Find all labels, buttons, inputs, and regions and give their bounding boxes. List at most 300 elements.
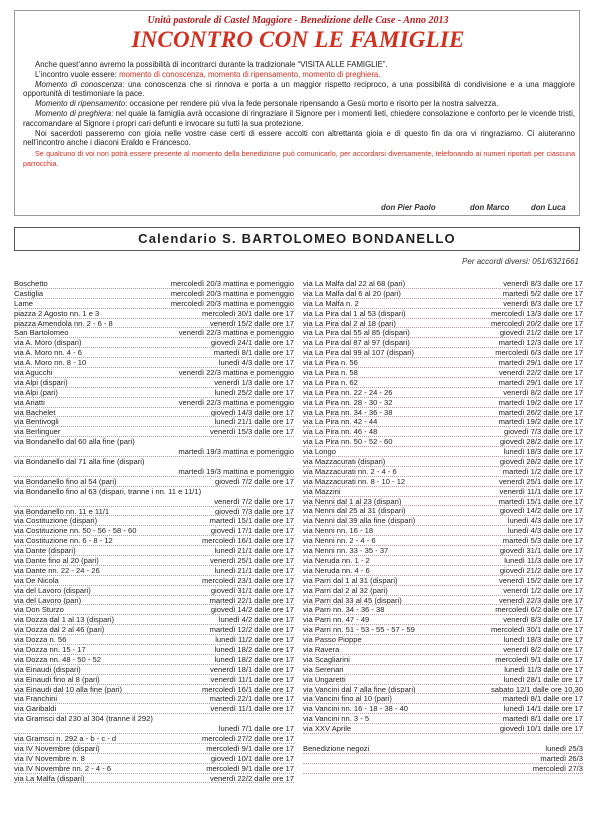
street-name: via Nenni nn. 33 - 35 - 37 <box>303 546 389 556</box>
schedule-row <box>303 417 583 427</box>
schedule-row <box>14 754 294 764</box>
street-name: via Berlinguer <box>14 427 61 437</box>
schedule-row <box>303 358 583 368</box>
schedule-row <box>14 408 294 418</box>
street-name: via Nenni dal 39 alla fine (dispari) <box>303 516 416 526</box>
visit-date: giovedì 10/1 dalle ore 17 <box>210 753 294 763</box>
street-name: via La Pira nn. 50 - 52 - 60 <box>303 437 393 447</box>
visit-date: venerdì 15/2 dalle ore 17 <box>498 575 583 585</box>
schedule-row <box>14 477 294 487</box>
schedule-row <box>14 378 294 388</box>
intro-p6-text: Noi sacerdoti passeremo con gioia nelle vostre case certi di essere accolti con altrettanta gioia e di questo fin da ora vi ringraziamo. Ci aiuteranno nell’incontro anche i diaconi Eraldo e Francesco. <box>23 128 575 148</box>
visit-date: venerdì 15/2 dalle ore 17 <box>209 318 294 328</box>
intro-p3 <box>23 80 575 100</box>
visit-date: martedì 26/3 <box>540 753 583 763</box>
visit-date: giovedì 7/2 dalle ore 17 <box>215 476 294 486</box>
schedule-row <box>303 388 583 398</box>
intro-p3-term: Momento di conoscenza <box>35 79 123 89</box>
street-name: via La Malfa dal 6 al 20 (pari) <box>303 288 401 298</box>
schedule-row <box>303 289 583 299</box>
schedule-row <box>303 764 583 774</box>
visit-date: martedì 19/3 mattina e pomeriggio <box>178 466 294 476</box>
schedule-row <box>303 378 583 388</box>
street-name: via Mazzacurati nn. 2 - 4 - 6 <box>303 466 397 476</box>
street-name: via Vancini nn. 16 - 18 - 38 - 40 <box>303 704 408 714</box>
visit-date: martedì 19/2 dalle ore 17 <box>498 397 583 407</box>
street-name: via Serenari <box>303 664 344 674</box>
street-name: via La Pira nn. 28 - 30 - 32 <box>303 397 393 407</box>
schedule-row <box>14 289 294 299</box>
street-name: via Ariatti <box>14 397 45 407</box>
schedule-row <box>14 704 294 714</box>
street-name: via Garibaldi <box>14 704 57 714</box>
visit-date: mercoledì 9/1 dalle ore 17 <box>495 654 583 664</box>
visit-date: martedì 5/2 dalle ore 17 <box>502 288 583 298</box>
schedule-row <box>14 605 294 615</box>
schedule-row <box>14 596 294 606</box>
schedule-row <box>303 398 583 408</box>
street-name: via Mazzini <box>303 486 341 496</box>
schedule-row <box>303 546 583 556</box>
schedule-row <box>303 635 583 645</box>
visit-date: venerdì 22/3 mattina e pomeriggio <box>178 368 294 378</box>
street-name: via Costituzione nn. 50 - 56 - 58 - 60 <box>14 526 137 536</box>
schedule-row <box>303 457 583 467</box>
street-name: via Nenni nn. 2 - 4 - 6 <box>303 536 376 546</box>
street-name: via Dante fino al 20 (pari) <box>14 555 99 565</box>
visit-date: mercoledì 20/3 mattina e pomeriggio <box>170 288 294 298</box>
visit-date: martedì 19/2 dalle ore 17 <box>498 417 583 427</box>
schedule-row <box>14 319 294 329</box>
visit-date: mercoledì 30/1 dalle ore 17 <box>201 308 294 318</box>
street-name: via La Pira dal 87 al 97 (dispari) <box>303 338 410 348</box>
street-name: via La Pira nn. 34 - 36 - 38 <box>303 407 393 417</box>
visit-date: mercoledì 20/2 dalle ore 17 <box>490 318 583 328</box>
visit-date: giovedì 14/2 dalle ore 17 <box>210 605 294 615</box>
visit-date: lunedì 11/2 dalle ore 17 <box>215 635 294 645</box>
schedule-row <box>14 368 294 378</box>
visit-date: mercoledì 16/1 dalle ore 17 <box>201 536 294 546</box>
schedule-row <box>303 734 583 744</box>
schedule-row <box>303 447 583 457</box>
visit-date: mercoledì 20/3 mattina e pomeriggio <box>170 279 294 288</box>
schedule-row <box>303 685 583 695</box>
contact-phone: Per accordi diversi: 051/6321661 <box>462 257 579 266</box>
intro-p2-moments: momento di conoscenza, momento di ripensamento, momento di preghiera. <box>119 69 381 79</box>
visit-date: venerdì 1/2 dalle ore 17 <box>503 585 583 595</box>
visit-date: venerdì 8/2 dalle ore 17 <box>503 387 583 397</box>
schedule-row <box>303 279 583 289</box>
intro-p2-text: L’incontro vuole essere: <box>35 69 120 79</box>
schedule-row <box>303 328 583 338</box>
schedule-row <box>14 685 294 695</box>
visit-date: lunedì 21/1 dalle ore 17 <box>214 546 294 556</box>
street-name: via Nenni nn. 16 - 18 <box>303 526 374 536</box>
visit-date: venerdì 22/2 dalle ore 17 <box>498 368 583 378</box>
schedule-row <box>14 427 294 437</box>
street-name: via Parri dal 1 al 31 (dispari) <box>303 575 398 585</box>
street-name: via La Pira dal 55 al 85 (dispari) <box>303 328 410 338</box>
street-name: via Neruda nn. 4 - 6 <box>303 565 370 575</box>
visit-date: venerdì 11/1 dalle ore 17 <box>210 674 294 684</box>
schedule-row <box>303 714 583 724</box>
schedule-row <box>14 487 294 507</box>
street-name: via Parri dal 2 al 32 (pari) <box>303 585 388 595</box>
street-name: via La Pira nn. 46 - 48 <box>303 427 378 437</box>
visit-date: venerdì 7/2 dalle ore 17 <box>214 496 294 506</box>
schedule-row <box>14 734 294 744</box>
street-name: via La Malfa (dispari) <box>14 773 85 783</box>
schedule-left-column <box>14 279 294 783</box>
visit-date: venerdì 11/1 dalle ore 17 <box>210 704 294 714</box>
schedule-row <box>303 299 583 309</box>
street-name: via Parri nn. 34 - 36 - 38 <box>303 605 385 615</box>
subtitle: Unità pastorale di Castel Maggiore - Benedizione delle Case - Anno 2013 <box>147 15 449 26</box>
street-name: via Alpi (dispari) <box>14 377 68 387</box>
schedule-row <box>14 417 294 427</box>
schedule-row <box>303 477 583 487</box>
street-name: via La Pira dal 1 al 53 (dispari) <box>303 308 406 318</box>
intro-p2 <box>23 70 575 80</box>
visit-date: mercoledì 13/3 dalle ore 17 <box>490 308 583 318</box>
schedule-row <box>14 388 294 398</box>
street-name: via IV Novembre nn. 2 - 4 - 6 <box>14 763 112 773</box>
street-name: via La Pira n. 58 <box>303 368 358 378</box>
intro-note-text: Se qualcuno di voi non potrà essere presente al momento della benedizione può comunicarlo, per accordarsi diversamente, telefonando ai numeri riportati per ciascuna parrocchia. <box>23 149 575 168</box>
intro-p5-text: : nel quale la famiglia avrà occasione di ringraziare il Signore per i momenti lieti, chiedere consolazione e conforto per le vicende tristi, raccomandare al Signore i propri cari defunti e invocare su tutti la sua protezione. <box>23 108 575 128</box>
visit-date: venerdì 8/2 dalle ore 17 <box>503 644 583 654</box>
visit-date: giovedì 21/2 dalle ore 17 <box>499 328 583 338</box>
schedule-row <box>14 645 294 655</box>
visit-date: martedì 8/1 dalle ore 17 <box>502 694 583 704</box>
street-name: via Mazzacurati (dispari) <box>303 457 386 467</box>
schedule-row <box>303 556 583 566</box>
street-name: via Dante nn. 22 - 24 - 26 <box>14 565 100 575</box>
visit-date: giovedì 7/3 dalle ore 17 <box>215 506 294 516</box>
visit-date: martedì 8/1 dalle ore 17 <box>502 714 583 724</box>
intro-p5 <box>23 109 575 129</box>
intro-p3-text: : una conoscenza che si rinnova e porta a un maggior rispetto reciproco, a una possibilità di condivisione e a una maggiore opportunità di testimoniare la pace. <box>23 79 575 99</box>
visit-date: martedì 1/2 dalle ore 17 <box>502 466 583 476</box>
visit-date: venerdì 8/3 dalle ore 17 <box>503 279 583 288</box>
schedule-row <box>303 497 583 507</box>
schedule-row <box>303 704 583 714</box>
visit-date: lunedì 4/3 dalle ore 17 <box>507 526 583 536</box>
visit-date: lunedì 7/1 dalle ore 17 <box>218 724 294 734</box>
street-name: via La Pira dal 99 al 107 (dispari) <box>303 348 415 358</box>
intro-p5-term: Momento di preghiera <box>35 108 112 118</box>
visit-date: mercoledì 20/3 mattina e pomeriggio <box>170 298 294 308</box>
street-name: piazza 2 Agosto nn. 1 e 3 <box>14 308 100 318</box>
street-name: via Dozza n. 56 <box>14 635 67 645</box>
visit-date: mercoledì 6/3 dalle ore 17 <box>495 348 583 358</box>
street-name: via De Nicola <box>14 575 59 585</box>
signature-1: don Pier Paolo <box>381 203 436 212</box>
visit-date: martedì 29/1 dalle ore 17 <box>498 358 583 368</box>
street-name: via Don Sturzo <box>14 605 64 615</box>
street-name: via Gramsci n. 292 a - b - c - d <box>14 734 117 744</box>
schedule-row <box>303 605 583 615</box>
visit-date: mercoledì 9/1 dalle ore 17 <box>206 743 294 753</box>
visit-date: mercoledì 6/2 dalle ore 17 <box>495 605 583 615</box>
visit-date: lunedì 28/1 dalle ore 17 <box>503 674 583 684</box>
street-name: via A. Moro (dispari) <box>14 338 82 348</box>
schedule-row <box>14 576 294 586</box>
schedule-row <box>14 694 294 704</box>
intro-text <box>23 60 575 169</box>
schedule-row <box>303 675 583 685</box>
street-name: via Dozza nn. 15 - 17 <box>14 645 86 654</box>
street-name: via Einaudi fino al 8 (pari) <box>14 674 100 684</box>
street-name: via del Lavoro (pari) <box>14 595 82 605</box>
street-name: via Bondanello dal 71 alla fine (dispari) <box>14 457 145 467</box>
schedule-row <box>303 319 583 329</box>
schedule-row <box>14 586 294 596</box>
visit-date: lunedì 4/3 dalle ore 17 <box>507 516 583 526</box>
schedule-row <box>303 467 583 477</box>
visit-date: venerdì 8/3 dalle ore 17 <box>503 298 583 308</box>
street-name: via IV Novembre n. 8 <box>14 753 85 763</box>
intro-p1-text: Anche quest’anno avremo la possibilità di incontrarci durante la tradizionale “VISITA ALLE FAMIGLIE”. <box>35 60 388 69</box>
street-name: via La Pira n. 62 <box>303 377 358 387</box>
street-name: via Dozza dal 1 al 13 (dispari) <box>14 615 115 625</box>
visit-date: giovedì 14/3 dalle ore 17 <box>210 407 294 417</box>
schedule-row <box>14 615 294 625</box>
schedule-row <box>303 724 583 734</box>
visit-date: venerdì 25/1 dalle ore 17 <box>498 476 583 486</box>
schedule-row <box>14 655 294 665</box>
visit-date: venerdì 18/1 dalle ore 17 <box>209 664 294 674</box>
visit-date: venerdì 1/3 dalle ore 17 <box>214 377 294 387</box>
street-name: via XXV Aprile <box>303 724 352 734</box>
schedule-row <box>14 338 294 348</box>
street-name: via Bachelet <box>14 407 56 417</box>
visit-date: lunedì 11/3 dalle ore 17 <box>504 555 583 565</box>
street-name: via Parri nn. 51 - 53 - 55 - 57 - 59 <box>303 625 415 635</box>
visit-date: venerdì 25/1 dalle ore 17 <box>209 555 294 565</box>
street-name: via Bentivogli <box>14 417 59 427</box>
schedule-row <box>303 754 583 764</box>
street-name: via Bondanello fino al 63 (dispari, tranne i nn. 11 e 11/1) <box>14 486 202 496</box>
street-name: via Dozza nn. 48 - 50 - 52 <box>14 654 101 664</box>
street-name: via Neruda nn. 1 - 2 <box>303 555 370 565</box>
schedule-row <box>303 536 583 546</box>
schedule-row <box>14 516 294 526</box>
street-name: via Costituzione (dispari) <box>14 516 98 526</box>
schedule-row <box>303 655 583 665</box>
intro-p6 <box>23 129 575 149</box>
visit-date: lunedì 18/3 dalle ore 17 <box>503 635 583 645</box>
street-name: via Parri nn. 47 - 49 <box>303 615 370 625</box>
schedule-row <box>303 309 583 319</box>
schedule-row <box>303 625 583 635</box>
street-name: via Einaudi (dispari) <box>14 664 81 674</box>
visit-date: venerdì 22/3 mattina e pomeriggio <box>178 328 294 338</box>
street-name: via Nenni dal 25 al 31 (dispari) <box>303 506 406 516</box>
visit-date: martedì 5/3 dalle ore 17 <box>502 536 583 546</box>
street-name: via A. Moro nn. 8 - 10 <box>14 358 87 368</box>
street-name: via Bondanello nn. 11 e 11/1 <box>14 506 110 516</box>
schedule-row <box>14 774 294 784</box>
schedule-row <box>14 507 294 517</box>
street-name: via del Lavoro (dispari) <box>14 585 91 595</box>
schedule-row <box>303 576 583 586</box>
visit-date: lunedì 25/3 <box>545 743 583 753</box>
visit-date: lunedì 21/1 dalle ore 17 <box>214 565 294 575</box>
visit-date: venerdì 8/3 dalle ore 17 <box>503 615 583 625</box>
visit-date: venerdì 11/1 dalle ore 17 <box>499 486 583 496</box>
schedule-row <box>303 615 583 625</box>
street-name: via Ungaretti <box>303 674 346 684</box>
visit-date: giovedì 7/3 dalle ore 17 <box>504 427 583 437</box>
street-name: via La Pira nn. 22 - 24 - 26 <box>303 387 393 397</box>
street-name: via Dante (dispari) <box>14 546 76 556</box>
visit-date: lunedì 25/2 dalle ore 17 <box>214 387 294 397</box>
schedule-row <box>14 457 294 477</box>
signature-2: don Marco <box>470 203 510 212</box>
visit-date: giovedì 31/1 dalle ore 17 <box>499 546 583 556</box>
visit-date: giovedì 28/2 dalle ore 17 <box>499 457 583 467</box>
schedule-row <box>14 764 294 774</box>
street-name: via Alpi (pari) <box>14 387 58 397</box>
schedule-row <box>303 645 583 655</box>
visit-date: martedì 12/2 dalle ore 17 <box>209 625 294 635</box>
street-name: via Nenni dal 1 al 23 (dispari) <box>303 496 402 506</box>
schedule-row <box>14 625 294 635</box>
schedule-row <box>14 566 294 576</box>
schedule-row <box>14 437 294 457</box>
schedule-row <box>303 338 583 348</box>
schedule-row <box>14 546 294 556</box>
schedule-row <box>303 586 583 596</box>
visit-date: mercoledì 23/1 dalle ore 17 <box>201 575 294 585</box>
visit-date: mercoledì 27/3 <box>532 763 583 773</box>
intro-p1 <box>23 60 575 70</box>
visit-date: martedì 15/1 dalle ore 17 <box>498 496 583 506</box>
schedule-row <box>14 398 294 408</box>
street-name: via Vancini nn. 3 - 5 <box>303 714 370 724</box>
intro-p4-term: Momento di ripensamento <box>35 99 126 109</box>
schedule-row <box>303 506 583 516</box>
visit-date: giovedì 17/1 dalle ore 17 <box>210 526 294 536</box>
schedule-row <box>14 358 294 368</box>
visit-date: lunedì 4/2 dalle ore 17 <box>218 615 294 625</box>
street-name: via Scagliarini <box>303 654 350 664</box>
visit-date: giovedì 24/1 dalle ore 17 <box>210 338 294 348</box>
visit-date: venerdì 22/3 mattina e pomeriggio <box>178 397 294 407</box>
schedule-row <box>14 744 294 754</box>
schedule-row <box>303 526 583 536</box>
visit-date: giovedì 14/2 dalle ore 17 <box>499 506 583 516</box>
street-name: via Bondanello fino al 54 (pari) <box>14 476 117 486</box>
schedule-right-column <box>303 279 583 774</box>
visit-date: martedì 29/1 dalle ore 17 <box>498 377 583 387</box>
intro-note <box>23 149 575 169</box>
visit-date: martedì 22/1 dalle ore 17 <box>209 595 294 605</box>
schedule-row <box>303 596 583 606</box>
calendar-title: Calendario S. BARTOLOMEO BONDANELLO <box>14 227 580 251</box>
visit-date: venerdì 15/3 dalle ore 17 <box>209 427 294 437</box>
schedule-row <box>14 536 294 546</box>
schedule-row <box>14 714 294 734</box>
street-name: San Bartolomeo <box>14 328 69 338</box>
schedule-row <box>14 556 294 566</box>
street-name: Castiglia <box>14 288 44 298</box>
schedule-row <box>14 526 294 536</box>
street-name: piazza Amendola nn. 2 - 6 - 8 <box>14 318 113 328</box>
visit-date: martedì 12/3 dalle ore 17 <box>498 338 583 348</box>
schedule-row <box>14 299 294 309</box>
schedule-row <box>303 487 583 497</box>
visit-date: giovedì 31/1 dalle ore 17 <box>210 585 294 595</box>
street-name: Benedizione negozi <box>303 743 370 753</box>
street-name: via Costituzione nn. 6 - 8 - 12 <box>14 536 113 546</box>
schedule-row <box>303 744 583 754</box>
visit-date: venerdì 22/2 dalle ore 17 <box>209 773 294 783</box>
schedule-row <box>303 516 583 526</box>
schedule-row <box>303 437 583 447</box>
visit-date: martedì 26/2 dalle ore 17 <box>498 407 583 417</box>
visit-date: sabato 12/1 dalle ore 10,30 <box>490 684 583 694</box>
street-name: via IV Novembre (dispari) <box>14 743 100 753</box>
visit-date: martedì 15/1 dalle ore 17 <box>209 516 294 526</box>
schedule-row <box>303 566 583 576</box>
street-name: via Passo Pioppe <box>303 635 362 645</box>
schedule-row <box>14 328 294 338</box>
visit-date: martedì 8/1 dalle ore 17 <box>213 348 294 358</box>
visit-date: venerdì 22/3 dalle ore 17 <box>498 595 583 605</box>
intro-p4-text: : occasione per rendere più viva la fede personale ripensando a Gesù morto e risorto per la nostra salvezza. <box>125 99 499 109</box>
visit-date: mercoledì 16/1 dalle ore 17 <box>201 684 294 694</box>
street-name: via Agucchi <box>14 368 53 378</box>
schedule-row <box>303 408 583 418</box>
schedule-row <box>14 348 294 358</box>
visit-date: giovedì 10/1 dalle ore 17 <box>499 724 583 734</box>
visit-date: giovedì 21/2 dalle ore 17 <box>499 565 583 575</box>
street-name: via Vancini fino al 10 (pari) <box>303 694 392 704</box>
visit-date: lunedì 21/1 dalle ore 17 <box>214 417 294 427</box>
signature-3: don Luca <box>531 203 566 212</box>
visit-date: mercoledì 30/1 dalle ore 17 <box>490 625 583 635</box>
street-name: via La Pira n. 56 <box>303 358 358 368</box>
schedule-row <box>303 368 583 378</box>
visit-date: martedì 22/1 dalle ore 17 <box>209 694 294 704</box>
page-title: INCONTRO CON LE FAMIGLIE <box>131 27 465 52</box>
street-name: via Gramsci dal 230 al 304 (tranne il 292) <box>14 714 153 724</box>
visit-date: lunedì 4/3 dalle ore 17 <box>218 358 294 368</box>
street-name: via La Malfa dal 22 al 68 (pari) <box>303 279 406 288</box>
street-name: Lame <box>14 298 33 308</box>
schedule-row <box>303 665 583 675</box>
schedule-row <box>14 675 294 685</box>
schedule-row <box>14 665 294 675</box>
street-name: via Einaudi dal 10 alla fine (pari) <box>14 684 123 694</box>
street-name: via La Pira dal 2 al 18 (pari) <box>303 318 396 328</box>
schedule-row <box>14 279 294 289</box>
schedule-row <box>14 635 294 645</box>
visit-date: giovedì 28/2 dalle ore 17 <box>499 437 583 447</box>
street-name: Boschetto <box>14 279 48 288</box>
street-name: via La Pira nn. 42 - 44 <box>303 417 378 427</box>
intro-p4 <box>23 99 575 109</box>
visit-date: mercoledì 27/2 dalle ore 17 <box>201 734 294 744</box>
street-name: via Longo <box>303 447 336 457</box>
street-name: via Mazzacurati nn. 8 - 10 - 12 <box>303 476 406 486</box>
intro-box <box>14 10 580 216</box>
street-name: via Vancini dal 7 alla fine (dispari) <box>303 684 416 694</box>
schedule-row <box>303 427 583 437</box>
street-name: via Parri dal 33 al 45 (dispari) <box>303 595 402 605</box>
